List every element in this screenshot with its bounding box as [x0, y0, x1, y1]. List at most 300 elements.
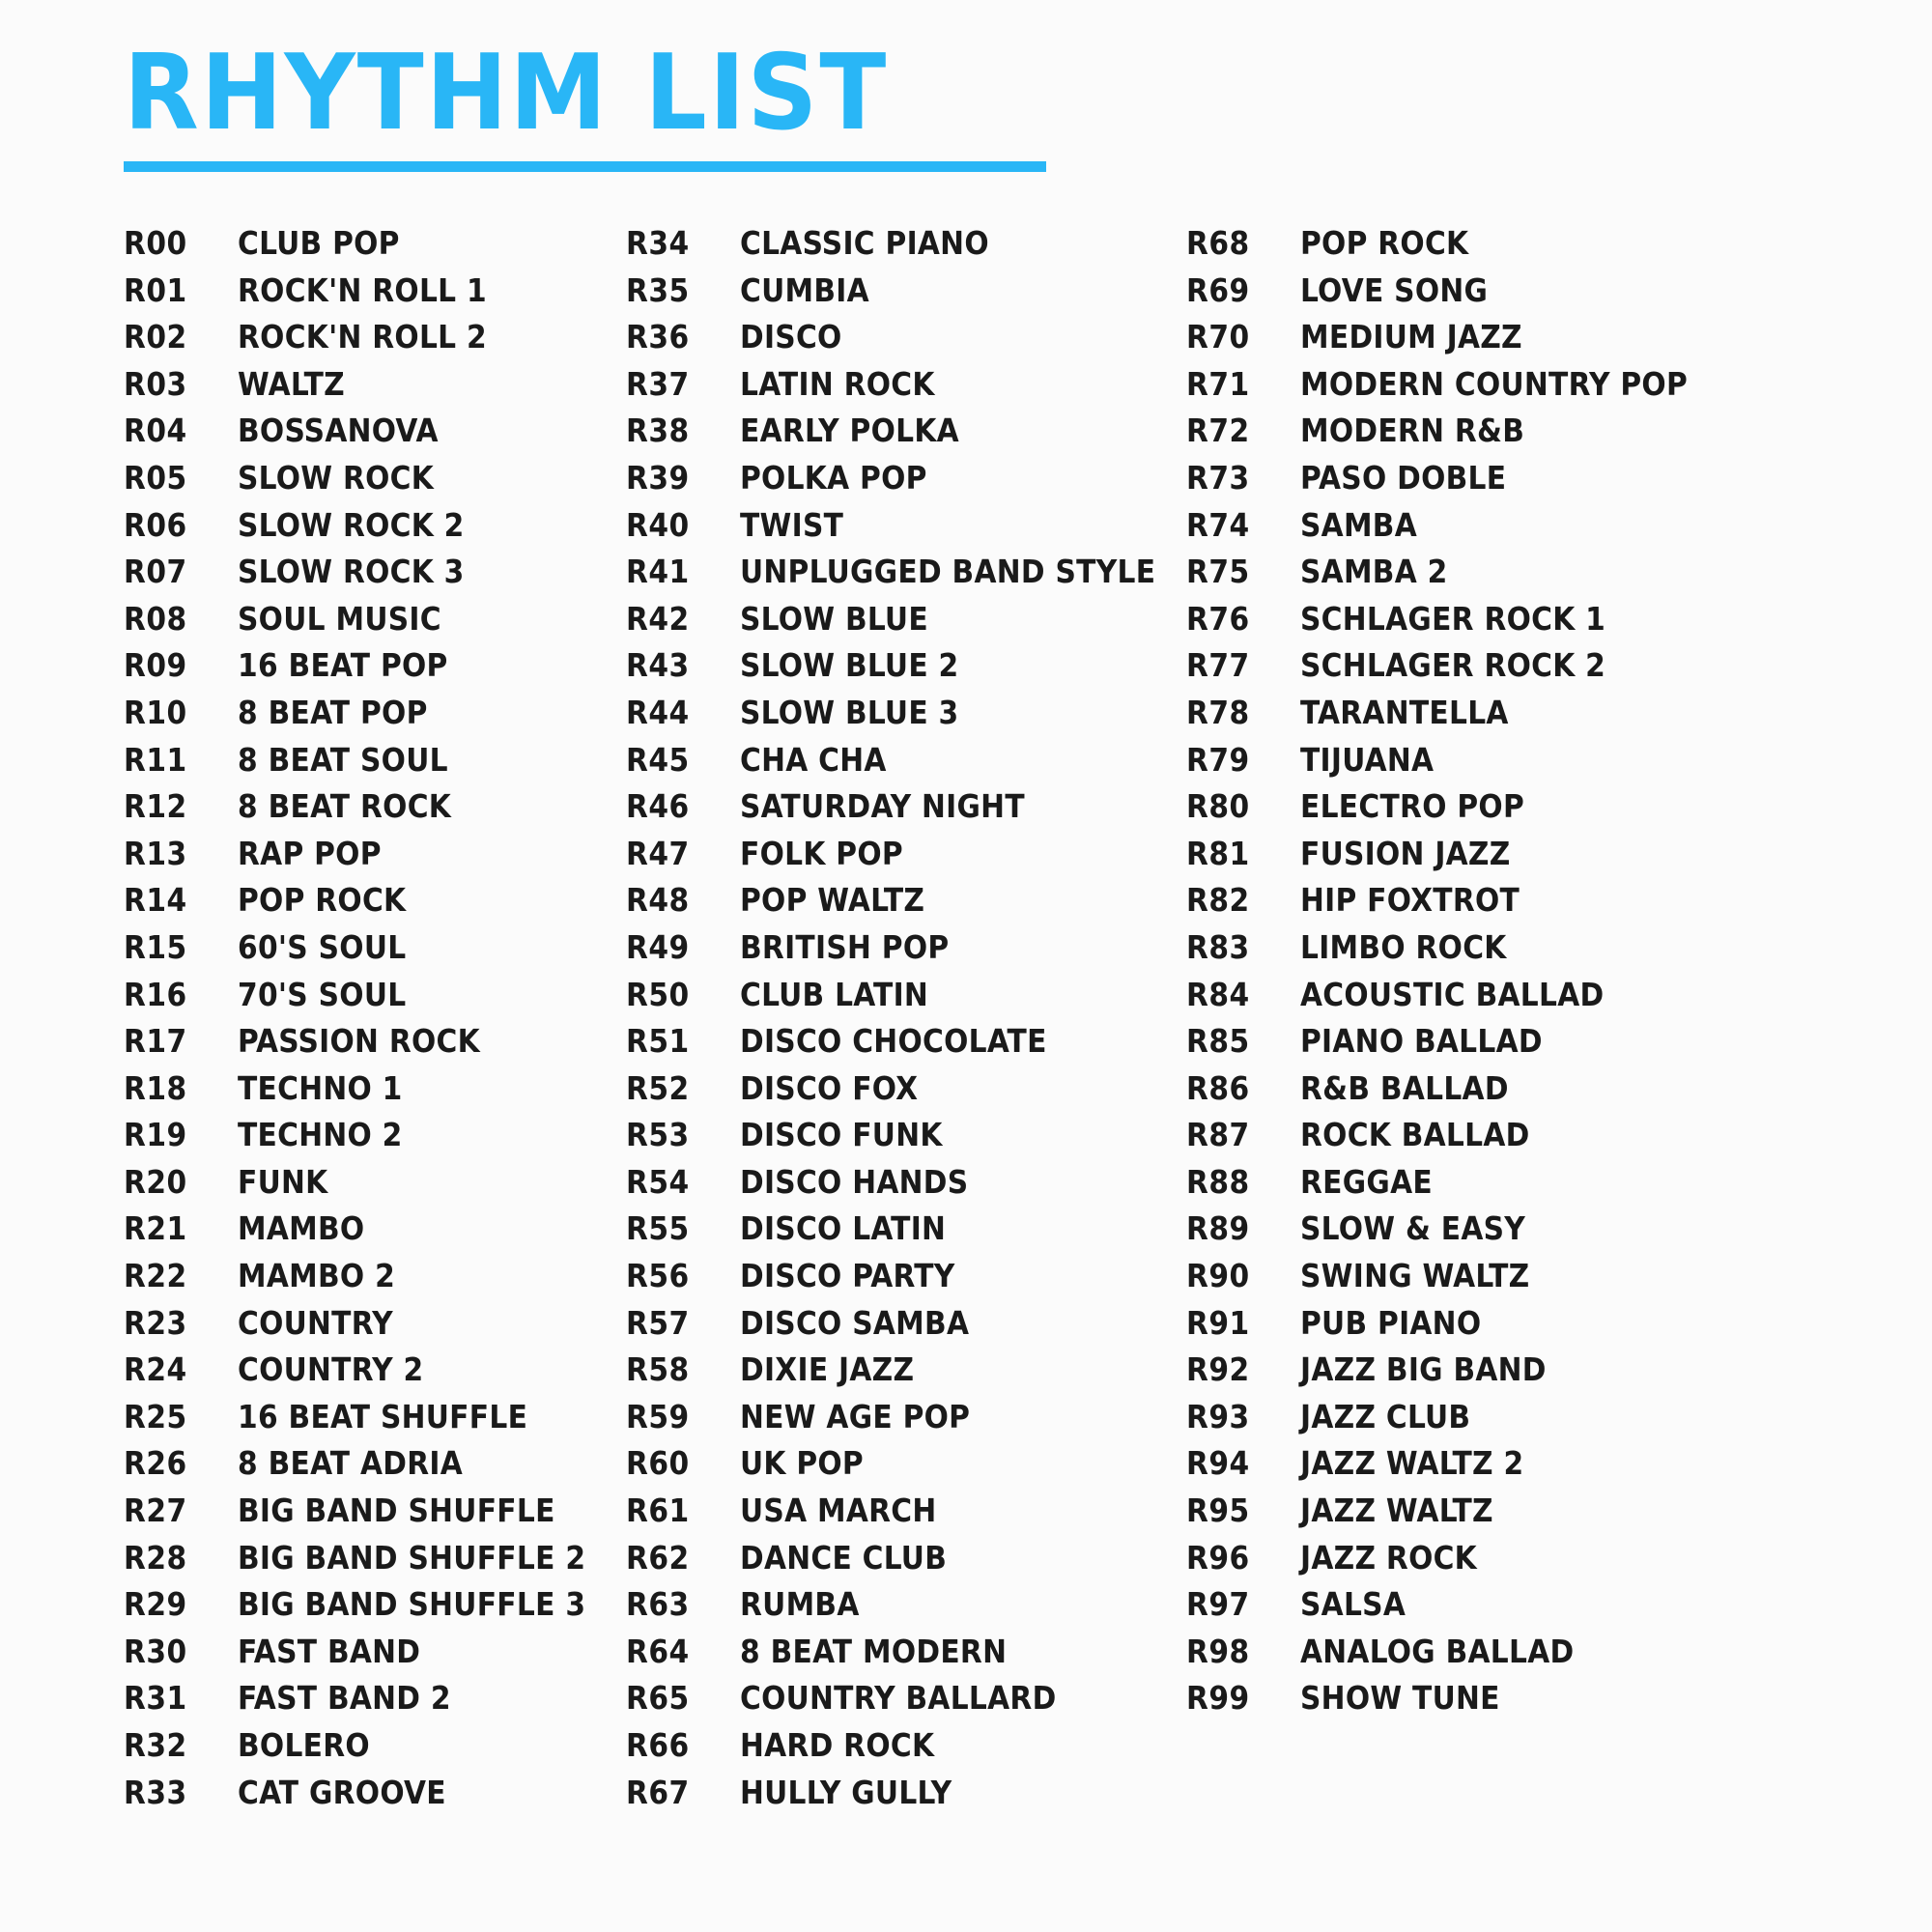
rhythm-code: R56	[626, 1257, 690, 1295]
rhythm-name: PASSION ROCK	[238, 1022, 480, 1061]
rhythm-name: WALTZ	[238, 364, 345, 403]
rhythm-row	[1186, 1116, 1785, 1163]
rhythm-code: R25	[124, 1397, 187, 1435]
rhythm-name: PASO DOBLE	[1300, 458, 1507, 497]
rhythm-name: 8 BEAT MODERN	[740, 1632, 1008, 1670]
rhythm-row	[1186, 881, 1785, 928]
rhythm-row	[124, 976, 626, 1023]
rhythm-name: SATURDAY NIGHT	[740, 787, 1025, 826]
rhythm-name: SLOW & EASY	[1300, 1209, 1526, 1248]
rhythm-code: R10	[124, 693, 187, 731]
rhythm-name: LOVE SONG	[1300, 270, 1489, 309]
rhythm-code: R88	[1186, 1162, 1250, 1201]
rhythm-row	[626, 646, 1186, 694]
rhythm-code: R51	[626, 1022, 690, 1061]
rhythm-row	[1186, 271, 1785, 319]
rhythm-code: R42	[626, 599, 690, 638]
rhythm-row	[124, 741, 626, 788]
rhythm-row	[124, 881, 626, 928]
rhythm-name: SLOW ROCK 3	[238, 553, 465, 591]
rhythm-code: R19	[124, 1116, 187, 1154]
rhythm-row	[626, 1022, 1186, 1069]
rhythm-code: R13	[124, 834, 187, 872]
rhythm-name: R&B BALLAD	[1300, 1068, 1509, 1107]
rhythm-row	[1186, 600, 1785, 647]
rhythm-name: BIG BAND SHUFFLE 3	[238, 1585, 586, 1624]
page-header	[124, 33, 1051, 172]
rhythm-code: R89	[1186, 1209, 1250, 1248]
rhythm-name: SLOW ROCK	[238, 458, 435, 497]
rhythm-name: EARLY POLKA	[740, 412, 959, 450]
rhythm-row	[124, 1444, 626, 1492]
rhythm-code: R72	[1186, 412, 1250, 450]
rhythm-row	[626, 1116, 1186, 1163]
rhythm-name: BIG BAND SHUFFLE	[238, 1492, 555, 1530]
rhythm-code: R86	[1186, 1068, 1250, 1107]
rhythm-name: POP ROCK	[1300, 224, 1469, 262]
rhythm-code: R79	[1186, 740, 1250, 779]
rhythm-code: R76	[1186, 599, 1250, 638]
rhythm-name: CLUB POP	[238, 224, 400, 262]
rhythm-code: R14	[124, 881, 187, 920]
rhythm-code: R47	[626, 834, 690, 872]
rhythm-name: MEDIUM JAZZ	[1300, 318, 1522, 356]
rhythm-name: ELECTRO POP	[1300, 787, 1524, 826]
rhythm-name: UNPLUGGED BAND STYLE	[740, 553, 1156, 591]
rhythm-name: JAZZ WALTZ 2	[1300, 1444, 1524, 1483]
rhythm-name: CLUB LATIN	[740, 975, 929, 1013]
rhythm-name: FAST BAND	[238, 1632, 421, 1670]
rhythm-row	[124, 1774, 626, 1821]
rhythm-name: SCHLAGER ROCK 2	[1300, 646, 1606, 685]
rhythm-row	[124, 1304, 626, 1351]
rhythm-name: COUNTRY BALLARD	[740, 1679, 1057, 1718]
rhythm-name: DISCO LATIN	[740, 1209, 947, 1248]
rhythm-name: BRITISH POP	[740, 927, 950, 966]
rhythm-code: R99	[1186, 1679, 1250, 1718]
rhythm-name: FUNK	[238, 1162, 328, 1201]
rhythm-row	[626, 694, 1186, 741]
rhythm-name: 8 BEAT ROCK	[238, 787, 452, 826]
rhythm-name: CLASSIC PIANO	[740, 224, 989, 262]
rhythm-code: R32	[124, 1726, 187, 1764]
rhythm-code: R02	[124, 318, 187, 356]
rhythm-name: COUNTRY 2	[238, 1350, 424, 1389]
rhythm-code: R74	[1186, 505, 1250, 544]
rhythm-code: R53	[626, 1116, 690, 1154]
rhythm-row	[1186, 365, 1785, 412]
rhythm-row	[626, 1774, 1186, 1821]
rhythm-code: R44	[626, 693, 690, 731]
rhythm-row	[626, 1257, 1186, 1304]
rhythm-code: R16	[124, 975, 187, 1013]
rhythm-row	[124, 1679, 626, 1726]
rhythm-row	[124, 412, 626, 459]
rhythm-name: NEW AGE POP	[740, 1397, 971, 1435]
rhythm-code: R27	[124, 1492, 187, 1530]
rhythm-name: CAT GROOVE	[238, 1773, 446, 1811]
rhythm-name: MAMBO 2	[238, 1257, 396, 1295]
rhythm-code: R22	[124, 1257, 187, 1295]
rhythm-name: MODERN COUNTRY POP	[1300, 364, 1689, 403]
rhythm-row	[626, 412, 1186, 459]
rhythm-name: SLOW BLUE 3	[740, 693, 959, 731]
rhythm-name: MODERN R&B	[1300, 412, 1525, 450]
rhythm-code: R08	[124, 599, 187, 638]
rhythm-code: R41	[626, 553, 690, 591]
rhythm-code: R68	[1186, 224, 1250, 262]
rhythm-name: DISCO SAMBA	[740, 1303, 970, 1342]
rhythm-row	[124, 1539, 626, 1586]
rhythm-row	[124, 1633, 626, 1680]
rhythm-row	[626, 1163, 1186, 1210]
rhythm-code: R17	[124, 1022, 187, 1061]
rhythm-name: 60'S SOUL	[238, 927, 407, 966]
rhythm-code: R04	[124, 412, 187, 450]
rhythm-code: R07	[124, 553, 187, 591]
rhythm-row	[626, 928, 1186, 976]
rhythm-row	[1186, 506, 1785, 554]
rhythm-code: R01	[124, 270, 187, 309]
rhythm-row	[626, 1304, 1186, 1351]
rhythm-row	[124, 318, 626, 365]
rhythm-code: R26	[124, 1444, 187, 1483]
rhythm-name: SALSA	[1300, 1585, 1406, 1624]
rhythm-row	[1186, 318, 1785, 365]
rhythm-row	[124, 1069, 626, 1117]
rhythm-row	[1186, 976, 1785, 1023]
rhythm-code: R29	[124, 1585, 187, 1624]
rhythm-code: R96	[1186, 1538, 1250, 1577]
rhythm-name: HARD ROCK	[740, 1726, 935, 1764]
rhythm-code: R52	[626, 1068, 690, 1107]
rhythm-row	[626, 1069, 1186, 1117]
rhythm-name: SAMBA	[1300, 505, 1418, 544]
rhythm-code: R37	[626, 364, 690, 403]
rhythm-name: DISCO FOX	[740, 1068, 919, 1107]
rhythm-code: R85	[1186, 1022, 1250, 1061]
rhythm-name: HULLY GULLY	[740, 1773, 952, 1811]
rhythm-code: R31	[124, 1679, 187, 1718]
rhythm-code: R50	[626, 975, 690, 1013]
rhythm-code: R62	[626, 1538, 690, 1577]
rhythm-row	[124, 1163, 626, 1210]
rhythm-name: REGGAE	[1300, 1162, 1433, 1201]
rhythm-code: R64	[626, 1632, 690, 1670]
rhythm-row	[1186, 459, 1785, 506]
rhythm-row	[626, 459, 1186, 506]
rhythm-code: R84	[1186, 975, 1250, 1013]
rhythm-name: ROCK'N ROLL 1	[238, 270, 487, 309]
rhythm-name: SCHLAGER ROCK 1	[1300, 599, 1606, 638]
rhythm-row	[1186, 553, 1785, 600]
rhythm-code: R69	[1186, 270, 1250, 309]
rhythm-code: R57	[626, 1303, 690, 1342]
rhythm-code: R38	[626, 412, 690, 450]
rhythm-row	[1186, 1398, 1785, 1445]
rhythm-column-1	[124, 224, 626, 1820]
rhythm-name: SAMBA 2	[1300, 553, 1448, 591]
rhythm-row	[1186, 1350, 1785, 1398]
rhythm-row	[626, 741, 1186, 788]
rhythm-name: DANCE CLUB	[740, 1538, 948, 1577]
rhythm-name: USA MARCH	[740, 1492, 937, 1530]
rhythm-code: R48	[626, 881, 690, 920]
rhythm-name: DIXIE JAZZ	[740, 1350, 915, 1389]
rhythm-row	[1186, 928, 1785, 976]
rhythm-row	[124, 600, 626, 647]
rhythm-code: R92	[1186, 1350, 1250, 1389]
rhythm-name: DISCO PARTY	[740, 1257, 955, 1295]
rhythm-row	[626, 1444, 1186, 1492]
rhythm-name: POP WALTZ	[740, 881, 925, 920]
rhythm-name: 70'S SOUL	[238, 975, 407, 1013]
rhythm-name: BOLERO	[238, 1726, 370, 1764]
rhythm-name: PUB PIANO	[1300, 1303, 1482, 1342]
rhythm-row	[124, 224, 626, 271]
rhythm-row	[1186, 1679, 1785, 1726]
rhythm-row	[626, 1633, 1186, 1680]
rhythm-row	[124, 1492, 626, 1539]
rhythm-code: R82	[1186, 881, 1250, 920]
rhythm-row	[124, 365, 626, 412]
rhythm-row	[124, 1726, 626, 1774]
rhythm-name: FAST BAND 2	[238, 1679, 451, 1718]
rhythm-code: R18	[124, 1068, 187, 1107]
rhythm-name: JAZZ WALTZ	[1300, 1492, 1493, 1530]
rhythm-name: FUSION JAZZ	[1300, 834, 1511, 872]
rhythm-name: ANALOG BALLAD	[1300, 1632, 1575, 1670]
rhythm-code: R24	[124, 1350, 187, 1389]
rhythm-code: R70	[1186, 318, 1250, 356]
rhythm-name: SLOW BLUE	[740, 599, 928, 638]
rhythm-row	[626, 506, 1186, 554]
rhythm-row	[1186, 787, 1785, 835]
rhythm-name: JAZZ CLUB	[1300, 1397, 1471, 1435]
rhythm-name: 16 BEAT SHUFFLE	[238, 1397, 528, 1435]
rhythm-code: R66	[626, 1726, 690, 1764]
rhythm-name: DISCO	[740, 318, 842, 356]
rhythm-name: DISCO HANDS	[740, 1162, 969, 1201]
rhythm-name: 8 BEAT SOUL	[238, 740, 448, 779]
rhythm-name: TWIST	[740, 505, 844, 544]
rhythm-name: POLKA POP	[740, 458, 927, 497]
rhythm-code: R49	[626, 927, 690, 966]
rhythm-row	[1186, 741, 1785, 788]
rhythm-row	[124, 1209, 626, 1257]
rhythm-code: R43	[626, 646, 690, 685]
rhythm-name: TECHNO 2	[238, 1116, 403, 1154]
rhythm-row	[626, 976, 1186, 1023]
rhythm-row	[124, 928, 626, 976]
rhythm-row	[1186, 1163, 1785, 1210]
rhythm-code: R93	[1186, 1397, 1250, 1435]
rhythm-name: DISCO FUNK	[740, 1116, 943, 1154]
rhythm-row	[626, 835, 1186, 882]
rhythm-name: 8 BEAT ADRIA	[238, 1444, 464, 1483]
rhythm-row	[124, 553, 626, 600]
rhythm-code: R75	[1186, 553, 1250, 591]
rhythm-name: TECHNO 1	[238, 1068, 403, 1107]
rhythm-code: R03	[124, 364, 187, 403]
rhythm-code: R63	[626, 1585, 690, 1624]
rhythm-row	[1186, 1492, 1785, 1539]
rhythm-row	[1186, 1209, 1785, 1257]
rhythm-row	[124, 1116, 626, 1163]
rhythm-row	[1186, 694, 1785, 741]
rhythm-row	[124, 1350, 626, 1398]
rhythm-code: R71	[1186, 364, 1250, 403]
rhythm-code: R21	[124, 1209, 187, 1248]
rhythm-row	[626, 1585, 1186, 1633]
page-title: RHYTHM LIST	[124, 33, 889, 154]
rhythm-code: R95	[1186, 1492, 1250, 1530]
rhythm-code: R39	[626, 458, 690, 497]
rhythm-code: R15	[124, 927, 187, 966]
rhythm-code: R20	[124, 1162, 187, 1201]
rhythm-row	[1186, 1539, 1785, 1586]
rhythm-row	[626, 1726, 1186, 1774]
rhythm-row	[626, 787, 1186, 835]
rhythm-row	[626, 1679, 1186, 1726]
rhythm-code: R23	[124, 1303, 187, 1342]
rhythm-row	[1186, 1304, 1785, 1351]
rhythm-name: TIJUANA	[1300, 740, 1435, 779]
rhythm-name: LIMBO ROCK	[1300, 927, 1507, 966]
rhythm-row	[124, 787, 626, 835]
rhythm-name: RAP POP	[238, 834, 382, 872]
rhythm-row	[124, 271, 626, 319]
rhythm-row	[626, 365, 1186, 412]
rhythm-code: R97	[1186, 1585, 1250, 1624]
rhythm-name: 16 BEAT POP	[238, 646, 448, 685]
rhythm-row	[1186, 412, 1785, 459]
rhythm-name: SLOW ROCK 2	[238, 505, 465, 544]
rhythm-name: SOUL MUSIC	[238, 599, 441, 638]
rhythm-code: R94	[1186, 1444, 1250, 1483]
rhythm-code: R73	[1186, 458, 1250, 497]
rhythm-code: R46	[626, 787, 690, 826]
rhythm-name: LATIN ROCK	[740, 364, 935, 403]
rhythm-code: R54	[626, 1162, 690, 1201]
rhythm-code: R67	[626, 1773, 690, 1811]
rhythm-row	[124, 459, 626, 506]
rhythm-row	[626, 1398, 1186, 1445]
rhythm-code: R77	[1186, 646, 1250, 685]
rhythm-row	[626, 553, 1186, 600]
rhythm-code: R58	[626, 1350, 690, 1389]
rhythm-row	[626, 1209, 1186, 1257]
rhythm-name: POP ROCK	[238, 881, 407, 920]
rhythm-name: SHOW TUNE	[1300, 1679, 1500, 1718]
rhythm-name: UK POP	[740, 1444, 864, 1483]
rhythm-row	[1186, 1585, 1785, 1633]
rhythm-name: SLOW BLUE 2	[740, 646, 959, 685]
rhythm-row	[1186, 646, 1785, 694]
rhythm-code: R06	[124, 505, 187, 544]
rhythm-row	[124, 694, 626, 741]
rhythm-code: R55	[626, 1209, 690, 1248]
rhythm-code: R33	[124, 1773, 187, 1811]
rhythm-row	[1186, 1444, 1785, 1492]
rhythm-name: CHA CHA	[740, 740, 887, 779]
rhythm-name: ROCK BALLAD	[1300, 1116, 1530, 1154]
rhythm-row	[626, 1350, 1186, 1398]
rhythm-row	[626, 1539, 1186, 1586]
rhythm-code: R28	[124, 1538, 187, 1577]
rhythm-row	[124, 1585, 626, 1633]
rhythm-row	[626, 600, 1186, 647]
rhythm-row	[1186, 1257, 1785, 1304]
rhythm-code: R12	[124, 787, 187, 826]
rhythm-row	[124, 1257, 626, 1304]
rhythm-name: RUMBA	[740, 1585, 860, 1624]
rhythm-name: HIP FOXTROT	[1300, 881, 1520, 920]
rhythm-name: FOLK POP	[740, 834, 903, 872]
rhythm-code: R60	[626, 1444, 690, 1483]
rhythm-row	[626, 881, 1186, 928]
title-underline	[124, 161, 1046, 172]
rhythm-code: R61	[626, 1492, 690, 1530]
rhythm-columns	[124, 224, 1853, 1820]
rhythm-code: R00	[124, 224, 187, 262]
rhythm-row	[1186, 224, 1785, 271]
rhythm-row	[626, 1492, 1186, 1539]
rhythm-row	[626, 271, 1186, 319]
rhythm-row	[1186, 1069, 1785, 1117]
rhythm-code: R83	[1186, 927, 1250, 966]
rhythm-code: R91	[1186, 1303, 1250, 1342]
rhythm-row	[124, 835, 626, 882]
rhythm-code: R35	[626, 270, 690, 309]
rhythm-name: PIANO BALLAD	[1300, 1022, 1543, 1061]
rhythm-row	[124, 646, 626, 694]
rhythm-name: MAMBO	[238, 1209, 365, 1248]
rhythm-code: R78	[1186, 693, 1250, 731]
rhythm-code: R36	[626, 318, 690, 356]
rhythm-code: R98	[1186, 1632, 1250, 1670]
rhythm-code: R81	[1186, 834, 1250, 872]
rhythm-code: R34	[626, 224, 690, 262]
rhythm-name: ROCK'N ROLL 2	[238, 318, 487, 356]
rhythm-name: DISCO CHOCOLATE	[740, 1022, 1047, 1061]
rhythm-column-2	[626, 224, 1186, 1820]
rhythm-name: CUMBIA	[740, 270, 869, 309]
rhythm-name: COUNTRY	[238, 1303, 393, 1342]
rhythm-name: SWING WALTZ	[1300, 1257, 1530, 1295]
rhythm-column-3	[1186, 224, 1785, 1820]
rhythm-name: 8 BEAT POP	[238, 693, 428, 731]
rhythm-code: R45	[626, 740, 690, 779]
rhythm-row	[124, 506, 626, 554]
rhythm-code: R09	[124, 646, 187, 685]
rhythm-row	[1186, 1633, 1785, 1680]
rhythm-name: JAZZ BIG BAND	[1300, 1350, 1547, 1389]
rhythm-code: R05	[124, 458, 187, 497]
rhythm-row	[626, 224, 1186, 271]
rhythm-row	[1186, 835, 1785, 882]
rhythm-name: BIG BAND SHUFFLE 2	[238, 1538, 586, 1577]
rhythm-name: TARANTELLA	[1300, 693, 1509, 731]
rhythm-code: R30	[124, 1632, 187, 1670]
rhythm-row	[626, 318, 1186, 365]
rhythm-name: JAZZ ROCK	[1300, 1538, 1477, 1577]
rhythm-code: R90	[1186, 1257, 1250, 1295]
rhythm-code: R80	[1186, 787, 1250, 826]
rhythm-name: ACOUSTIC BALLAD	[1300, 975, 1605, 1013]
rhythm-code: R11	[124, 740, 187, 779]
rhythm-row	[124, 1022, 626, 1069]
